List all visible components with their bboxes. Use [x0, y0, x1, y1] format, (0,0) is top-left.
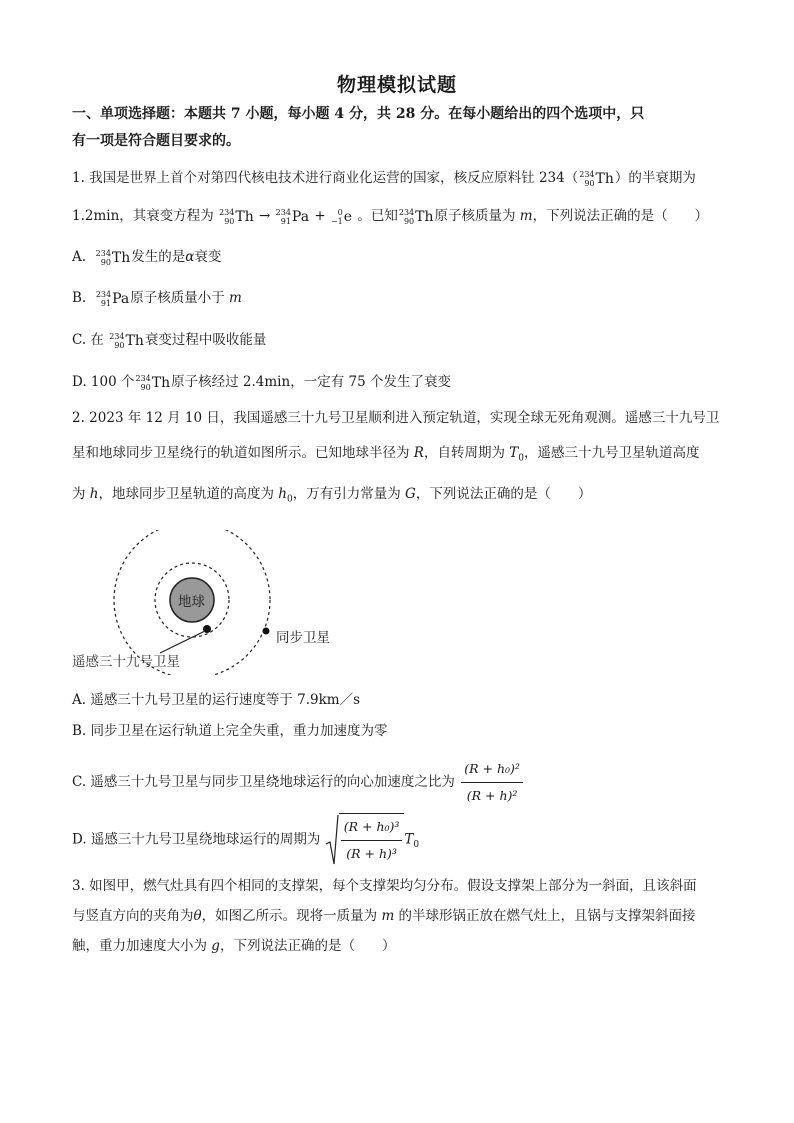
- q3-stem-line2: 与竖直方向的夹角为θ，如图乙所示。现将一质量为 m 的半球形锅正放在燃气灶上，且锅与支撑架斜面接: [72, 908, 696, 924]
- accel-ratio-fraction: $\frac{\text{(R + h₀)²}}{\text{(R + h)²}}$: [461, 758, 523, 807]
- q2-option-d[interactable]: D. 遥感三十九号卫星绕地球运行的周期为 $\frac{\text{(R + h₀)³}}{\text{(R + h)³}}$ $T_0$: [72, 814, 419, 866]
- period-sqrt: $\frac{\text{(R + h₀)³}}{\text{(R + h)³}}$: [325, 814, 405, 866]
- q2-stem-line1: 2. 2023 年 12 月 10 日，我国遥感三十九号卫星顺利进入预定轨道，实现全球无死角观测。遥感三十九号卫: [72, 410, 720, 426]
- q1-option-c[interactable]: C. 在 234 90Th衰变过程中吸收能量: [72, 331, 267, 350]
- q1-option-a[interactable]: A. 234 90Th发生的是α衰变: [72, 248, 222, 267]
- earth-label: 地球: [178, 594, 205, 610]
- remote-satellite-label: 遥感三十九号卫星: [72, 654, 180, 670]
- q1-option-b[interactable]: B. 234 91Pa原子核质量小于 m: [72, 289, 242, 308]
- sync-satellite-label: 同步卫星: [276, 630, 330, 646]
- decay-equation: 234 90Th → 234 91Pa + 0 −1e: [219, 207, 353, 226]
- section-heading-line2: 有一项是符合题目要求的。: [72, 133, 240, 149]
- orbit-diagram: [70, 530, 390, 675]
- q2-option-a[interactable]: A. 遥感三十九号卫星的运行速度等于 7.9km／s: [72, 692, 361, 708]
- q2-stem-line3: 为 h，地球同步卫星轨道的高度为 $h_0$，万有引力常量为 G，下列说法正确的是（ ）: [72, 486, 592, 505]
- section-heading-line1: 一、单项选择题：本题共 7 小题，每小题 4 分，共 28 分。在每小题给出的四个选项中，只: [72, 106, 645, 122]
- q1-option-d[interactable]: D. 100 个234 90Th原子核经过 2.4min，一定有 75 个发生了衰变: [72, 373, 451, 392]
- sqrt-sign-icon: [325, 814, 339, 866]
- sync-satellite-dot: [263, 628, 270, 635]
- thorium-nuclide: 234 90Th: [579, 169, 614, 188]
- q1-stem-line2: 1.2min，其衰变方程为 234 90Th → 234 91Pa + 0 −1e 。已知234 90Th原子核质量为 m，下列说法正确的是（ ）: [72, 207, 709, 226]
- q2-option-b[interactable]: B. 同步卫星在运行轨道上完全失重，重力加速度为零: [72, 723, 388, 739]
- q1-stem-line1: 1. 我国是世界上首个对第四代核电技术进行商业化运营的国家，核反应原料钍 234（234 90Th）的半衰期为: [72, 169, 696, 188]
- q2-stem-line2: 星和地球同步卫星绕行的轨道如图所示。已知地球半径为 R，自转周期为 $T_0$，遥感三十九号卫星轨道高度: [72, 445, 700, 464]
- q3-stem-line1: 3. 如图甲，燃气灶具有四个相同的支撑架，每个支撑架均匀分布。假设支撑架上部分为一斜面，且该斜面: [72, 878, 697, 894]
- page-title: 物理模拟试题: [336, 74, 457, 96]
- q3-stem-line3: 触，重力加速度大小为 g，下列说法正确的是（ ）: [72, 938, 396, 954]
- q2-option-c[interactable]: C. 遥感三十九号卫星与同步卫星绕地球运行的向心加速度之比为 $\frac{\text{(R + h₀)²}}{\text{(R + h)²}}$: [72, 758, 525, 807]
